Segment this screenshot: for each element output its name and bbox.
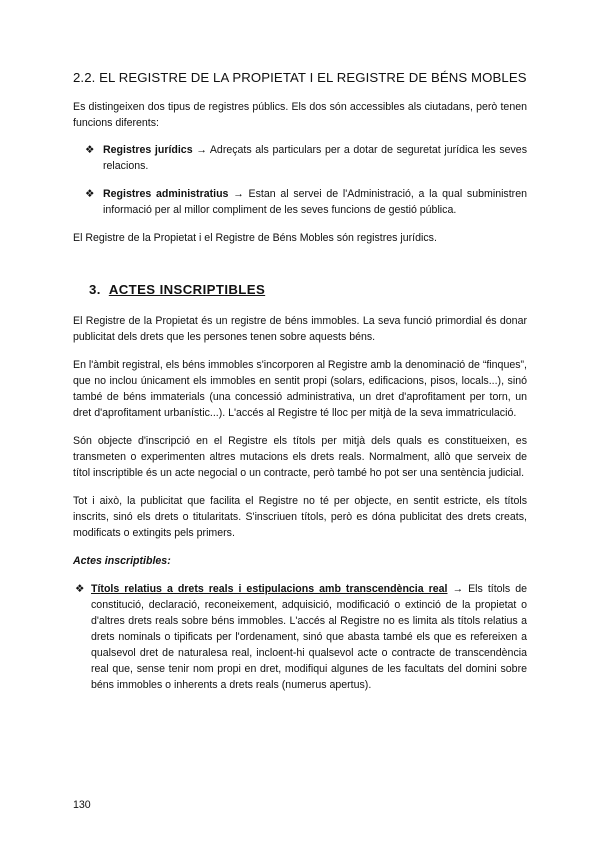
arrow-icon: → — [228, 188, 249, 200]
diamond-bullet-icon: ❖ — [85, 144, 95, 156]
list-item-text — [103, 142, 527, 174]
page-number: 130 — [73, 799, 91, 811]
list-item-text — [91, 581, 527, 693]
list-item-term: Títols relatius a drets reals i estipulacions amb transcendència real — [91, 583, 448, 595]
diamond-bullet-icon: ❖ — [75, 583, 85, 595]
diamond-bullet-icon: ❖ — [85, 188, 95, 200]
list-item-description: Adreçats als particulars per a dotar de seguretat jurídica les seves relacions. — [103, 144, 527, 172]
list-item — [73, 581, 527, 693]
registres-list — [73, 142, 527, 218]
section-2-2-intro: Es distingeixen dos tipus de registres públics. Els dos són accessibles als ciutadans, però tenen funcions diferents: — [73, 101, 527, 129]
actes-list — [73, 581, 527, 693]
section-3-number: 3. — [89, 282, 101, 297]
section-2-2-heading: 2.2. EL REGISTRE DE LA PROPIETAT I EL REGISTRE DE BÉNS MOBLES — [73, 70, 527, 85]
section-3-paragraph: Són objecte d'inscripció en el Registre els títols per mitjà dels quals es constitueixen, es transmeten o experimenten altres mutacions els drets reals. Normalment, allò que serveix de títol inscriptible és un acte negocial o un contracte, però també ho pot ser una sentència judicial. — [73, 435, 527, 479]
section-3-title: ACTES INSCRIPTIBLES — [108, 282, 266, 297]
list-item-description: Els títols de constitució, declaració, reconeixement, adquisició, modificació o extinció de la propietat o d'altres drets reals sobre béns immobles. L'accés al Registre no es limita als títols relatius a drets nominals o tipificats per l'ordenament, sinó que abasta també els que es refereixen a qualsevol dret de naturalesa real, incloent-hi qualsevol acte o contracte de transcendència real que, sense tenir nom propi en dret, modifiqui algunes de les facultats del domini sobre béns immobles o inherents a drets reals (numerus apertus). — [91, 583, 527, 691]
page-content — [73, 70, 527, 693]
section-3-paragraph: El Registre de la Propietat és un registre de béns immobles. La seva funció primordial és donar publicitat dels drets que les persones tenen sobre aquests béns. — [73, 315, 527, 343]
arrow-icon: → — [447, 583, 469, 595]
arrow-icon: → — [192, 144, 210, 156]
actes-subheading: Actes inscriptibles: — [73, 555, 171, 567]
section-3-heading — [89, 282, 527, 297]
list-item-term: Registres administratius — [103, 188, 229, 200]
section-3-paragraph: Tot i això, la publicitat que facilita el Registre no té per objecte, en sentit estricte, els títols inscrits, sinó els drets o titularitats. S'inscriuen títols, però es dóna publicitat des drets creats, modificats o extingits pels primers. — [73, 495, 527, 539]
list-item-term: Registres jurídics — [103, 144, 193, 156]
list-item — [73, 142, 527, 174]
list-item — [73, 186, 527, 218]
section-2-2-closing: El Registre de la Propietat i el Registre de Béns Mobles són registres jurídics. — [73, 232, 437, 244]
list-item-description: Estan al servei de l'Administració, a la qual subministren informació per al millor compliment de les seves funcions de gestió pública. — [103, 188, 527, 216]
list-item-text — [103, 186, 527, 218]
section-3-paragraph: En l'àmbit registral, els béns immobles s'incorporen al Registre amb la denominació de “finques”, que no inclou únicament els immobles en sentit propi (solars, edificacions, pisos, locals...), sinó també de béns immaterials (una concessió administrativa, un dret d'aprofitament per torn, un dret d'aprofitament urbanístic...). L'accés al Registre té lloc per mitjà de la seva immatriculació. — [73, 359, 527, 419]
